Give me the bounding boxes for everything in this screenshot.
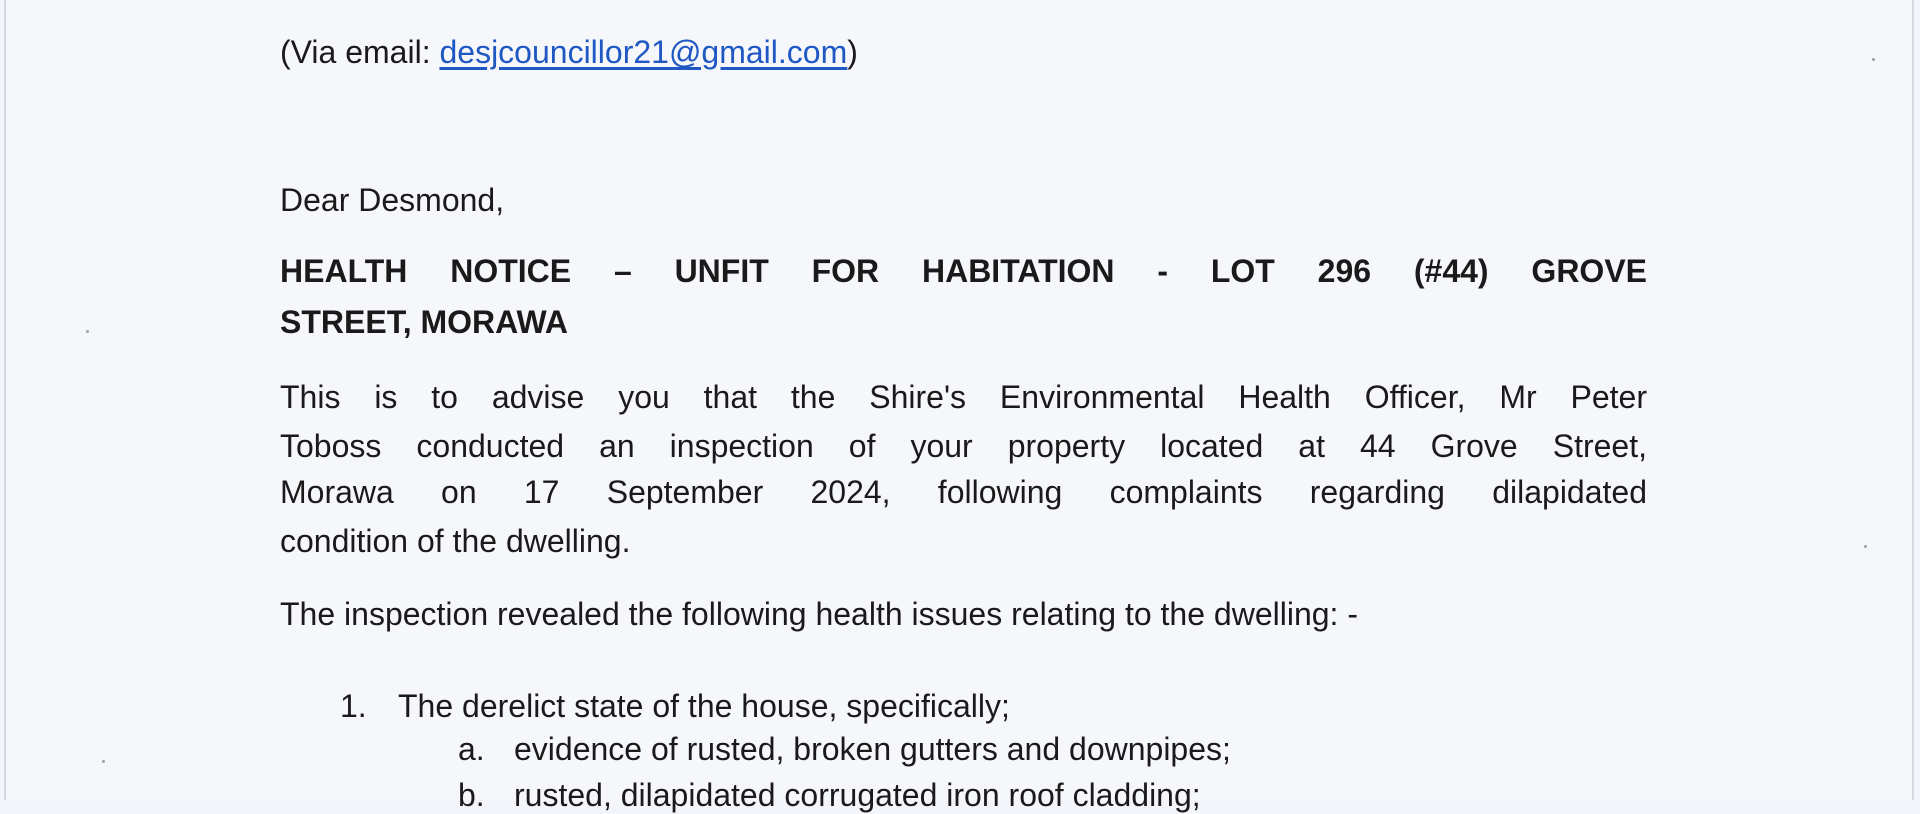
paragraph-line: Toboss conducted an inspection of your property located at 44 Grove Street, xyxy=(280,428,1647,464)
scan-speck xyxy=(86,330,89,333)
scan-speck xyxy=(1864,545,1867,548)
email-link[interactable]: desjcouncillor21@gmail.com xyxy=(439,34,848,70)
paragraph-line: Morawa on 17 September 2024, following complaints regarding dilapidated xyxy=(280,474,1647,510)
subject-heading-line-1: HEALTH NOTICE – UNFIT FOR HABITATION - LOT 296 (#44) GROVE xyxy=(280,253,1647,289)
scan-speck xyxy=(102,760,105,763)
list-item-number: 1. xyxy=(340,688,367,724)
document-page xyxy=(4,0,1914,813)
paragraph-intro-list: The inspection revealed the following health issues relating to the dwelling: - xyxy=(280,596,1358,632)
salutation: Dear Desmond, xyxy=(280,182,505,218)
sub-item-letter: b. xyxy=(458,777,485,813)
paragraph-line: This is to advise you that the Shire's Environmental Health Officer, Mr Peter xyxy=(280,379,1647,415)
subject-heading-line-2: STREET, MORAWA xyxy=(280,304,569,340)
paragraph-line: condition of the dwelling. xyxy=(280,523,631,559)
via-email-suffix: ) xyxy=(847,34,858,70)
via-email-line xyxy=(280,33,858,71)
scan-speck xyxy=(1872,58,1875,61)
list-item-text: The derelict state of the house, specifically; xyxy=(398,688,1010,724)
sub-item-letter: a. xyxy=(458,731,485,767)
sub-item-text: evidence of rusted, broken gutters and downpipes; xyxy=(514,731,1231,767)
sub-item-text: rusted, dilapidated corrugated iron roof cladding; xyxy=(514,777,1201,813)
via-email-prefix: (Via email: xyxy=(280,34,440,70)
